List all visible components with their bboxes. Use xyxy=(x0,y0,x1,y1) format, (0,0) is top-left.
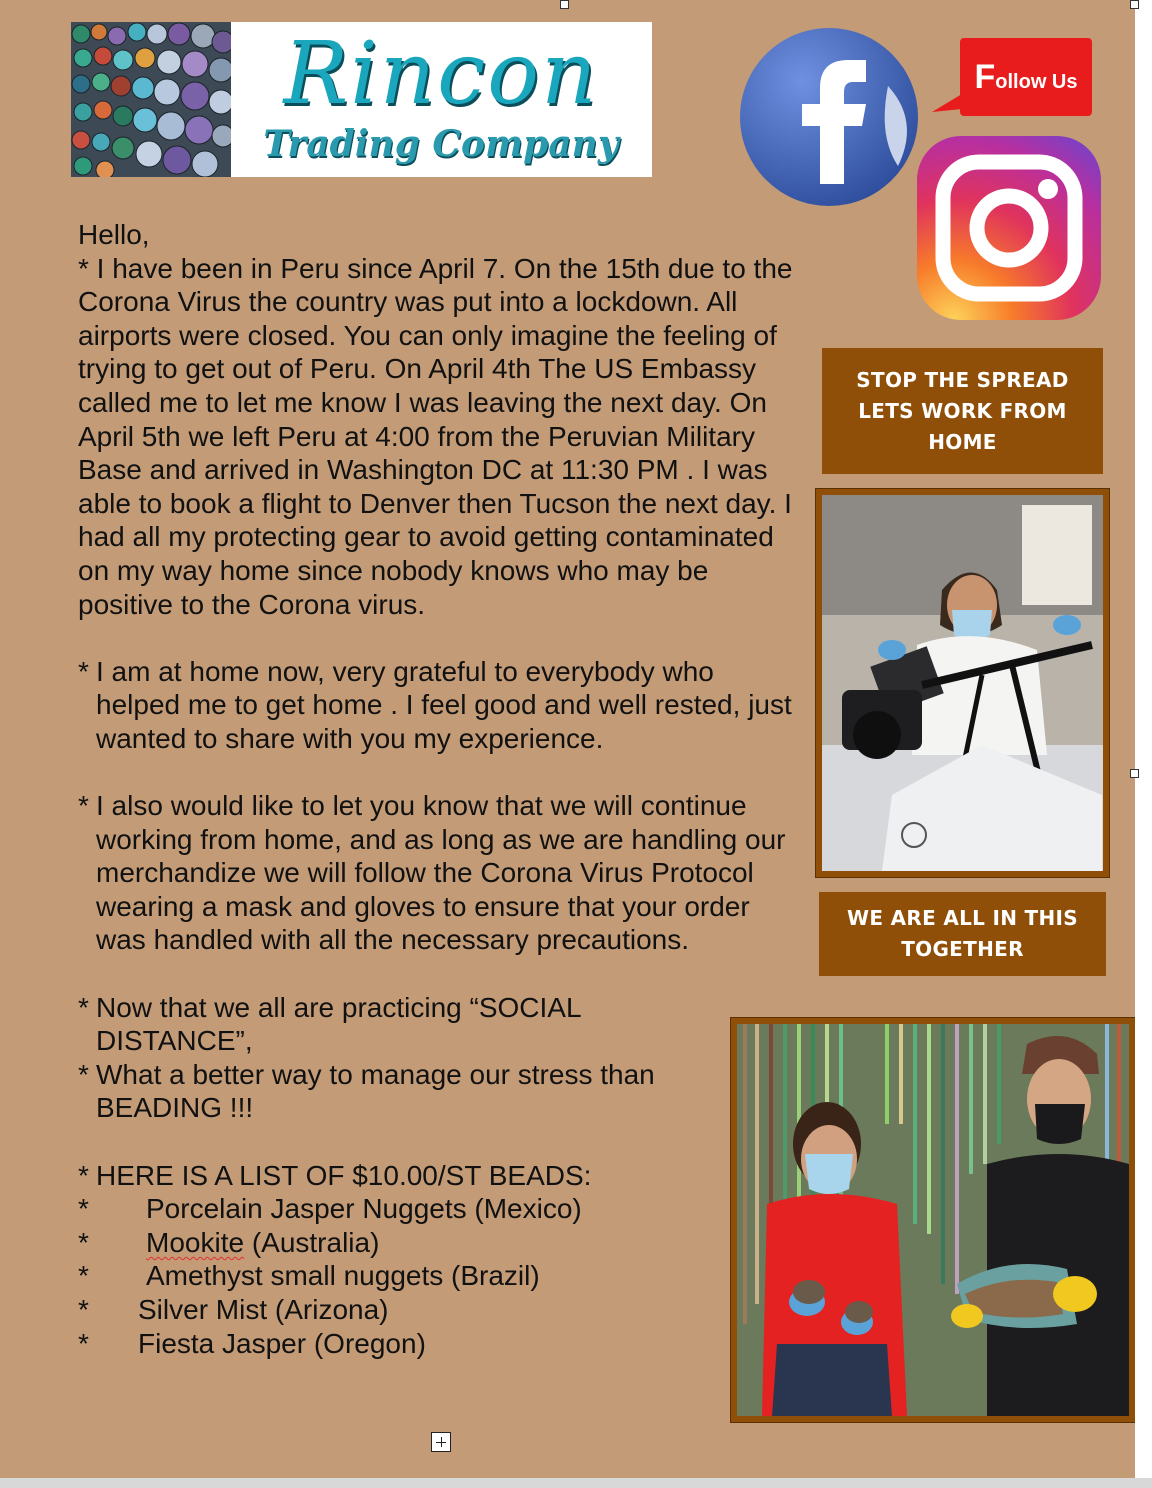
bullet-star: * xyxy=(78,1327,89,1359)
bead-item xyxy=(78,1259,818,1293)
letter-body xyxy=(78,218,818,1360)
together-line-1: WE ARE ALL IN THIS xyxy=(847,906,1078,930)
stop-line-2: LETS WORK FROM HOME xyxy=(858,398,1067,454)
bullet-star: * xyxy=(78,991,89,1023)
paragraph-beading-text: What a better way to manage our stress than BEADING !!! xyxy=(96,1058,655,1124)
paragraph-home-text: I am at home now, very grateful to everybody who helped me to get home . I feel good and well rested, just wanted to share with you my experience. xyxy=(96,655,792,754)
bead-name: Silver Mist (Arizona) xyxy=(138,1294,389,1325)
bullet-star: * xyxy=(78,1058,89,1090)
bullet-star: * xyxy=(78,790,89,822)
follow-us-text[interactable] xyxy=(960,38,1092,116)
resize-handle-top-right[interactable] xyxy=(1130,0,1139,9)
paragraph-work xyxy=(78,789,794,957)
expand-text-box-handle[interactable] xyxy=(431,1432,451,1452)
instagram-icon[interactable] xyxy=(917,136,1101,320)
paragraph-social-distance xyxy=(78,991,638,1058)
facebook-icon[interactable] xyxy=(738,26,920,208)
bullet-star: * xyxy=(78,1226,89,1258)
follow-initial: F xyxy=(974,58,996,96)
photo-woman-camera xyxy=(816,489,1109,877)
bead-item xyxy=(78,1192,818,1226)
paragraph-lockdown: * I have been in Peru since April 7. On the 15th due to the Corona Virus the country was put into a lockdown. All airports were closed. You can only imagine the feeling of trying to get out of Peru. On April 4th The US Embassy called me to let me know I was leaving the next day. On April 5th we left Peru at 4:00 from the Peruvian Military Base and arrived in Washington DC at 11:30 PM . I was able to book a flight to Denver then Tucson the next day. I had all my protecting gear to avoid getting contaminated on my way home since nobody knows who may be positive to the Corona virus. xyxy=(78,252,793,620)
page-margin xyxy=(1135,0,1152,1478)
bead-item xyxy=(78,1293,818,1327)
paragraph-work-text: I also would like to let you know that we will continue working from home, and as long as we are handling our merchandize we will follow the Corona Virus Protocol wearing a mask and gloves to ensure that your order was handled with all the necessary precautions. xyxy=(96,790,786,956)
bead-origin: (Australia) xyxy=(244,1226,380,1258)
paragraph-home xyxy=(78,655,792,756)
page-bottom-margin xyxy=(0,1478,1152,1488)
together-line-2: TOGETHER xyxy=(901,937,1024,961)
bead-list-heading-text: HERE IS A LIST OF $10.00/ST BEADS: xyxy=(96,1159,592,1191)
follow-rest: ollow Us xyxy=(995,71,1078,93)
bullet-star: * xyxy=(78,1260,89,1292)
bead-item xyxy=(78,1226,818,1260)
all-in-this-together-box xyxy=(819,892,1106,976)
resize-handle-top[interactable] xyxy=(560,0,569,9)
rincon-logo xyxy=(71,22,652,177)
logo-subtitle: Trading Company xyxy=(263,123,619,165)
bullet-star: * xyxy=(78,1294,89,1325)
stop-line-1: STOP THE SPREAD xyxy=(856,367,1069,392)
bead-name: Amethyst small nuggets (Brazil) xyxy=(146,1260,540,1292)
greeting: Hello, xyxy=(78,219,150,250)
bead-name: Porcelain Jasper Nuggets (Mexico) xyxy=(146,1193,582,1225)
bullet-star: * xyxy=(78,1159,89,1191)
bullet-star: * xyxy=(78,1193,89,1225)
paragraph-beading xyxy=(78,1058,718,1125)
bead-name: Fiesta Jasper (Oregon) xyxy=(138,1327,426,1359)
bead-list-heading xyxy=(78,1159,818,1193)
stop-the-spread-box xyxy=(822,348,1103,474)
logo-title: Rincon xyxy=(283,24,599,124)
paragraph-social-distance-text: Now that we all are practicing “SOCIAL DISTANCE”, xyxy=(96,991,581,1057)
resize-handle-right[interactable] xyxy=(1130,769,1139,778)
beads-image xyxy=(71,22,231,177)
bullet-star: * xyxy=(78,655,89,687)
bead-name-misspelled: Mookite xyxy=(146,1226,245,1258)
bead-item xyxy=(78,1327,818,1361)
